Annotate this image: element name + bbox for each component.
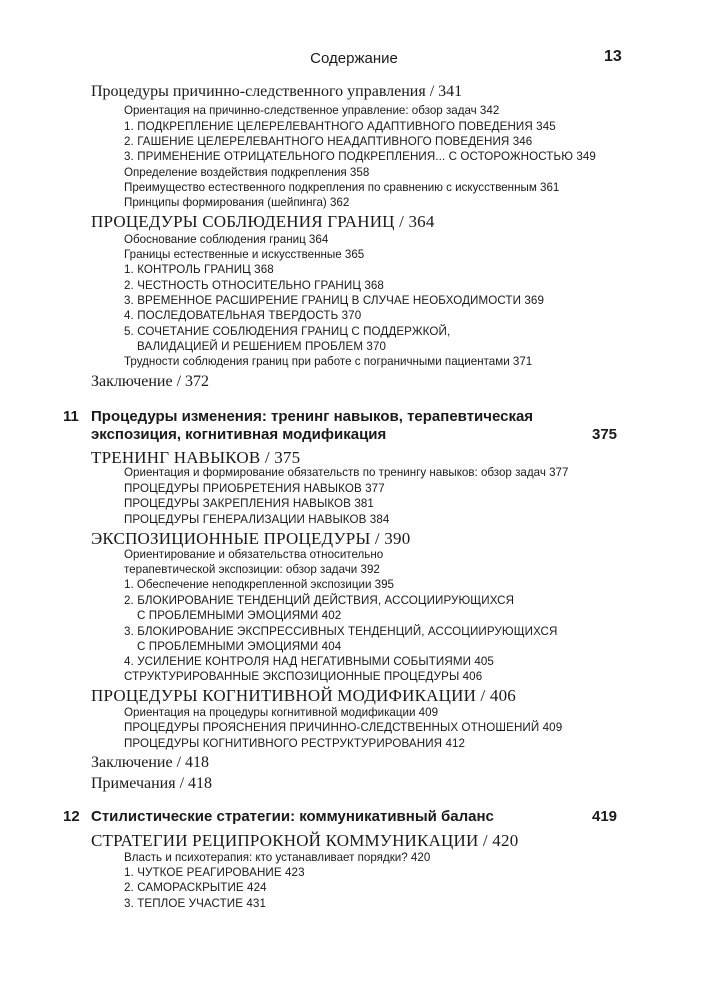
toc-entry[interactable]: 1. ПОДКРЕПЛЕНИЕ ЦЕЛЕРЕЛЕВАНТНОГО АДАПТИВНОГО ПОВЕДЕНИЯ 345 bbox=[124, 120, 556, 133]
toc-entry[interactable]: 4. ПОСЛЕДОВАТЕЛЬНАЯ ТВЕРДОСТЬ 370 bbox=[124, 309, 362, 322]
toc-entry[interactable]: ПРОЦЕДУРЫ ПРИОБРЕТЕНИЯ НАВЫКОВ 377 bbox=[124, 482, 385, 495]
toc-entry-continuation[interactable]: С ПРОБЛЕМНЫМИ ЭМОЦИЯМИ 404 bbox=[137, 640, 342, 653]
section-title-exposure[interactable]: ЭКСПОЗИЦИОННЫЕ ПРОЦЕДУРЫ / 390 bbox=[91, 529, 411, 548]
section-title-causal[interactable]: Процедуры причинно-следственного управления / 341 bbox=[91, 83, 463, 100]
conclusion-entry[interactable]: Заключение / 372 bbox=[91, 373, 210, 390]
chapter-title[interactable]: Стилистические стратегии: коммуникативный баланс bbox=[91, 808, 494, 825]
notes-entry[interactable]: Примечания / 418 bbox=[91, 775, 213, 792]
toc-entry[interactable]: Ориентация на процедуры когнитивной модификации 409 bbox=[124, 706, 439, 719]
chapter-title-line2[interactable]: экспозиция, когнитивная модификация bbox=[91, 426, 387, 443]
conclusion-entry[interactable]: Заключение / 418 bbox=[91, 754, 210, 771]
section-title-bounds[interactable]: ПРОЦЕДУРЫ СОБЛЮДЕНИЯ ГРАНИЦ / 364 bbox=[91, 212, 435, 231]
toc-entry-continuation[interactable]: С ПРОБЛЕМНЫМИ ЭМОЦИЯМИ 402 bbox=[137, 609, 342, 622]
toc-entry[interactable]: 5. СОЧЕТАНИЕ СОБЛЮДЕНИЯ ГРАНИЦ С ПОДДЕРЖКОЙ, bbox=[124, 325, 451, 338]
toc-entry[interactable]: 3. ПРИМЕНЕНИЕ ОТРИЦАТЕЛЬНОГО ПОДКРЕПЛЕНИЯ... С ОСТОРОЖНОСТЬЮ 349 bbox=[124, 150, 596, 163]
chapter-page: 419 bbox=[592, 808, 618, 825]
chapter-title[interactable]: Процедуры изменения: тренинг навыков, терапевтическая bbox=[91, 408, 534, 425]
toc-entry[interactable]: 1. ЧУТКОЕ РЕАГИРОВАНИЕ 423 bbox=[124, 866, 305, 879]
section-title-skills[interactable]: ТРЕНИНГ НАВЫКОВ / 375 bbox=[91, 448, 301, 467]
toc-entry[interactable]: Ориентация и формирование обязательств по тренингу навыков: обзор задач 377 bbox=[124, 466, 569, 479]
section-title-reciprocal[interactable]: СТРАТЕГИИ РЕЦИПРОКНОЙ КОММУНИКАЦИИ / 420 bbox=[91, 831, 519, 850]
toc-entry[interactable]: 2. ЧЕСТНОСТЬ ОТНОСИТЕЛЬНО ГРАНИЦ 368 bbox=[124, 279, 384, 292]
toc-entry[interactable]: 2. ГАШЕНИЕ ЦЕЛЕРЕЛЕВАНТНОГО НЕАДАПТИВНОГО ПОВЕДЕНИЯ 346 bbox=[124, 135, 533, 148]
toc-entry[interactable]: Ориентирование и обязательства относительно bbox=[124, 548, 384, 561]
toc-entry[interactable]: ПРОЦЕДУРЫ ЗАКРЕПЛЕНИЯ НАВЫКОВ 381 bbox=[124, 497, 374, 510]
toc-entry[interactable]: Границы естественные и искусственные 365 bbox=[124, 248, 365, 261]
toc-entry[interactable]: Принципы формирования (шейпинга) 362 bbox=[124, 196, 350, 209]
toc-entry[interactable]: Обоснование соблюдения границ 364 bbox=[124, 233, 329, 246]
chapter-page: 375 bbox=[592, 426, 618, 443]
toc-entry[interactable]: 4. УСИЛЕНИЕ КОНТРОЛЯ НАД НЕГАТИВНЫМИ СОБЫТИЯМИ 405 bbox=[124, 655, 494, 668]
toc-entry-continuation[interactable]: терапевтической экспозиции: обзор задачи 392 bbox=[124, 563, 380, 576]
toc-entry[interactable]: ПРОЦЕДУРЫ ПРОЯСНЕНИЯ ПРИЧИННО-СЛЕДСТВЕННЫХ ОТНОШЕНИЙ 409 bbox=[124, 721, 563, 734]
toc-entry[interactable]: 1. КОНТРОЛЬ ГРАНИЦ 368 bbox=[124, 263, 274, 276]
toc-entry[interactable]: 1. Обеспечение неподкрепленной экспозиции 395 bbox=[124, 578, 394, 591]
toc-entry[interactable]: Определение воздействия подкрепления 358 bbox=[124, 166, 370, 179]
running-title: Содержание bbox=[310, 50, 398, 67]
toc-entry[interactable]: ПРОЦЕДУРЫ ГЕНЕРАЛИЗАЦИИ НАВЫКОВ 384 bbox=[124, 513, 390, 526]
chapter-number: 11 bbox=[63, 408, 79, 425]
toc-entry[interactable]: ПРОЦЕДУРЫ КОГНИТИВНОГО РЕСТРУКТУРИРОВАНИЯ 412 bbox=[124, 737, 466, 750]
page-number: 13 bbox=[604, 48, 622, 65]
chapter-number: 12 bbox=[63, 808, 80, 825]
toc-entry[interactable]: СТРУКТУРИРОВАННЫЕ ЭКСПОЗИЦИОННЫЕ ПРОЦЕДУРЫ 406 bbox=[124, 670, 483, 683]
toc-entry-continuation[interactable]: ВАЛИДАЦИЕЙ И РЕШЕНИЕМ ПРОБЛЕМ 370 bbox=[137, 340, 387, 353]
toc-entry[interactable]: Трудности соблюдения границ при работе с пограничными пациентами 371 bbox=[124, 355, 533, 368]
toc-entry[interactable]: Преимущество естественного подкрепления по сравнению с искусственным 361 bbox=[124, 181, 560, 194]
toc-entry[interactable]: 2. БЛОКИРОВАНИЕ ТЕНДЕНЦИЙ ДЕЙСТВИЯ, АССОЦИИРУЮЩИХСЯ bbox=[124, 594, 515, 607]
toc-entry[interactable]: 2. САМОРАСКРЫТИЕ 424 bbox=[124, 881, 267, 894]
toc-entry[interactable]: Ориентация на причинно-следственное управление: обзор задач 342 bbox=[124, 104, 500, 117]
toc-entry[interactable]: 3. ТЕПЛОЕ УЧАСТИЕ 431 bbox=[124, 897, 266, 910]
toc-entry[interactable]: Власть и психотерапия: кто устанавливает порядки? 420 bbox=[124, 851, 431, 864]
toc-entry[interactable]: 3. БЛОКИРОВАНИЕ ЭКСПРЕССИВНЫХ ТЕНДЕНЦИЙ, АССОЦИИРУЮЩИХСЯ bbox=[124, 625, 558, 638]
section-title-cognitive[interactable]: ПРОЦЕДУРЫ КОГНИТИВНОЙ МОДИФИКАЦИИ / 406 bbox=[91, 686, 516, 705]
toc-entry[interactable]: 3. ВРЕМЕННОЕ РАСШИРЕНИЕ ГРАНИЦ В СЛУЧАЕ НЕОБХОДИМОСТИ 369 bbox=[124, 294, 545, 307]
